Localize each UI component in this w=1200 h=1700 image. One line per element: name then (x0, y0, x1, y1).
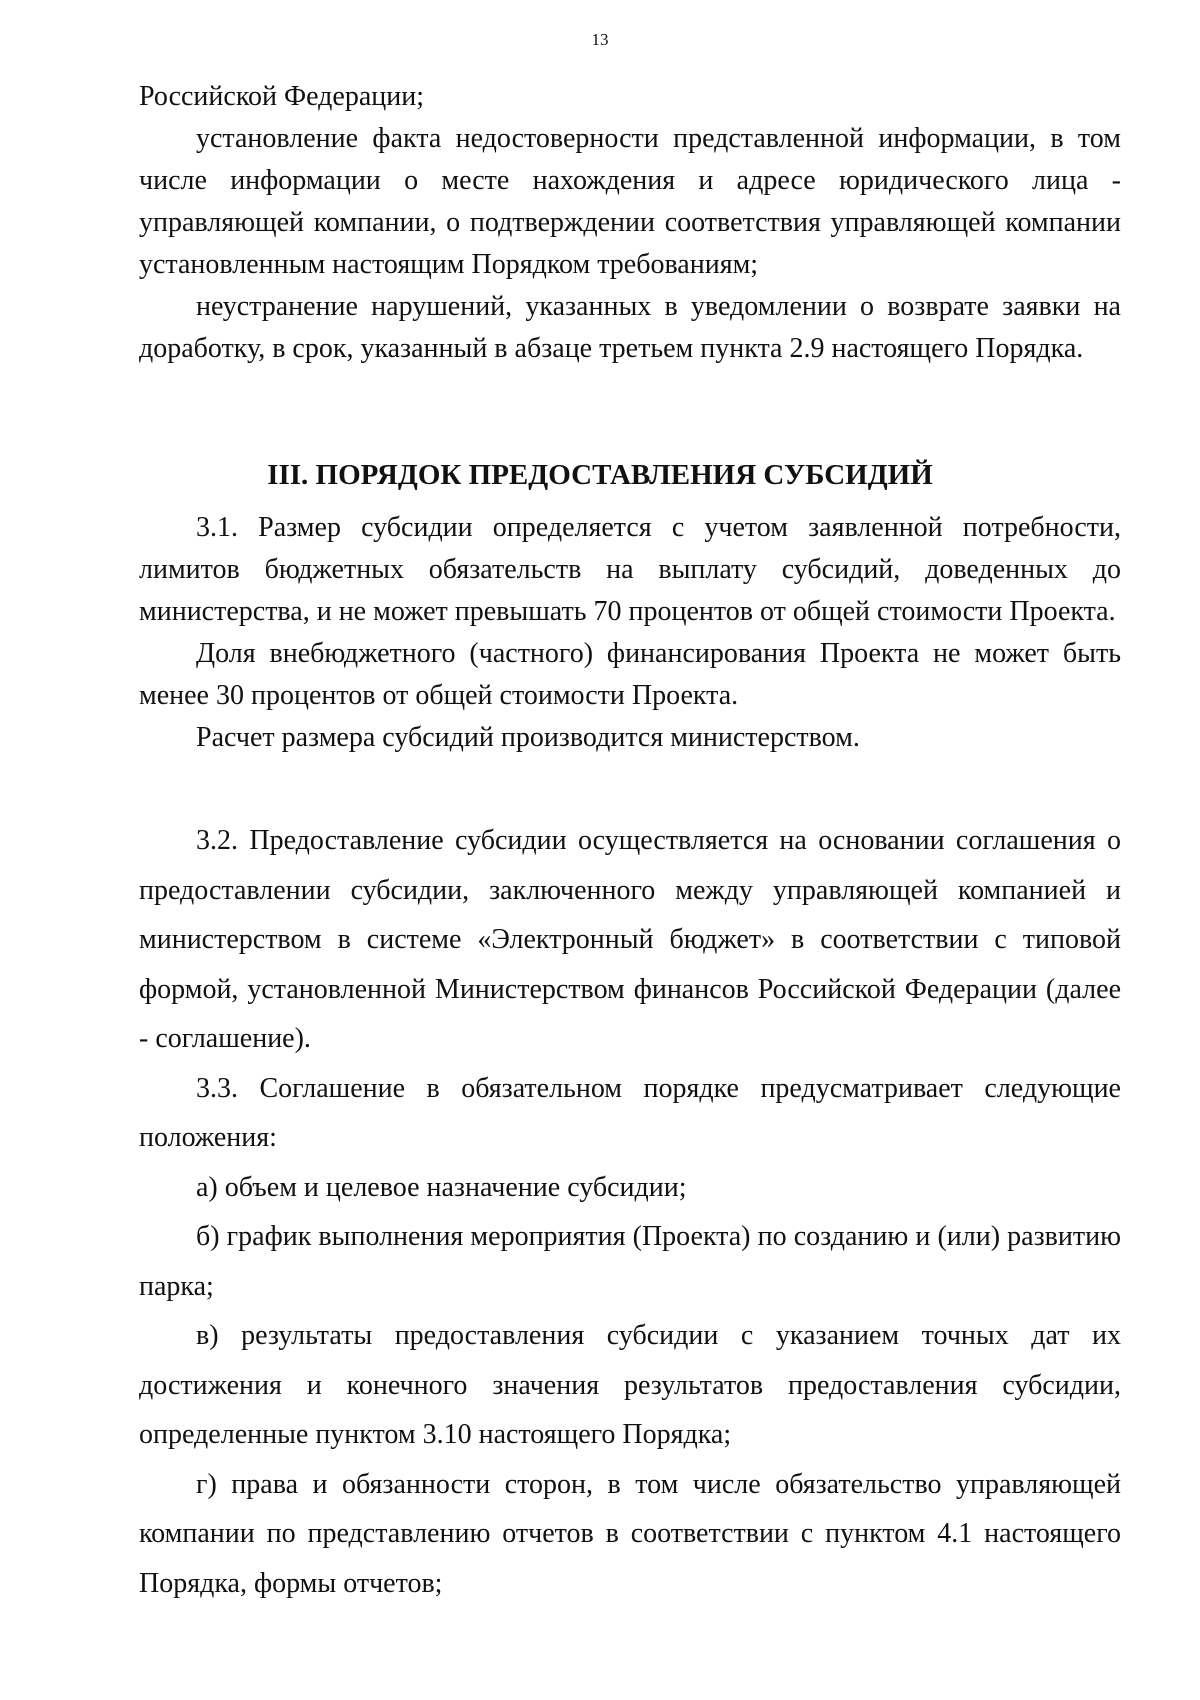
paragraph-private-financing-share: Доля внебюджетного (частного) финансирования Проекта не может быть менее 30 процентов от общей стоимости Проекта. (139, 638, 1121, 711)
paragraph-3-2-agreement-basis: 3.2. Предоставление субсидии осуществляется на основании соглашения о предоставлении субсидии, заключенного между управляющей компанией и министерством в системе «Электронный бюджет» в соответствии с типовой формой, установленной Министерством финансов Российской Федерации (далее - соглашение). (139, 825, 1121, 1054)
list-item-g: г) права и обязанности сторон, в том числе обязательство управляющей компании по представлению отчетов в соответствии с пунктом 4.1 настоящего Порядка, формы отчетов; (139, 1468, 1121, 1599)
list-item-a: а) объем и целевое назначение субсидии; (196, 1171, 687, 1203)
paragraph-3-1-subsidy-size: 3.1. Размер субсидии определяется с учетом заявленной потребности, лимитов бюджетных обязательств на выплату субсидий, доведенных до министерства, и не может превышать 70 процентов от общей стоимости Проекта. (139, 512, 1121, 627)
paragraph-calculation-by-ministry: Расчет размера субсидий производится министерством. (196, 722, 860, 753)
list-item-v: в) результаты предоставления субсидии с указанием точных дат их достижения и конечного значения результатов предоставления субсидии, определенные пунктом 3.10 настоящего Порядка; (139, 1320, 1121, 1450)
preceding-list-continuation (139, 76, 1121, 370)
paragraph-false-information: установление факта недостоверности представленной информации, в том числе информации о месте нахождения и адресе юридического лица - управляющей компании, о подтверждении соответствия управляющей компании установленным настоящим Порядком требованиям; (139, 123, 1121, 280)
paragraph-3-3-agreement-provisions: 3.3. Соглашение в обязательном порядке предусматривает следующие положения: (139, 1072, 1121, 1153)
paragraph-uncorrected-violations: неустранение нарушений, указанных в уведомлении о возврате заявки на доработку, в срок, указанный в абзаце третьем пункта 2.9 настоящего Порядка. (139, 291, 1121, 364)
page-number: 13 (591, 30, 609, 49)
section-heading: III. ПОРЯДОК ПРЕДОСТАВЛЕНИЯ СУБСИДИЙ (267, 459, 933, 491)
section-3-2-3-3-block (139, 816, 1121, 1608)
list-item-b: б) график выполнения мероприятия (Проекта) по созданию и (или) развитию парка; (139, 1221, 1121, 1302)
paragraph-continuation: Российской Федерации; (139, 81, 425, 112)
section-3-1-block (139, 507, 1121, 759)
